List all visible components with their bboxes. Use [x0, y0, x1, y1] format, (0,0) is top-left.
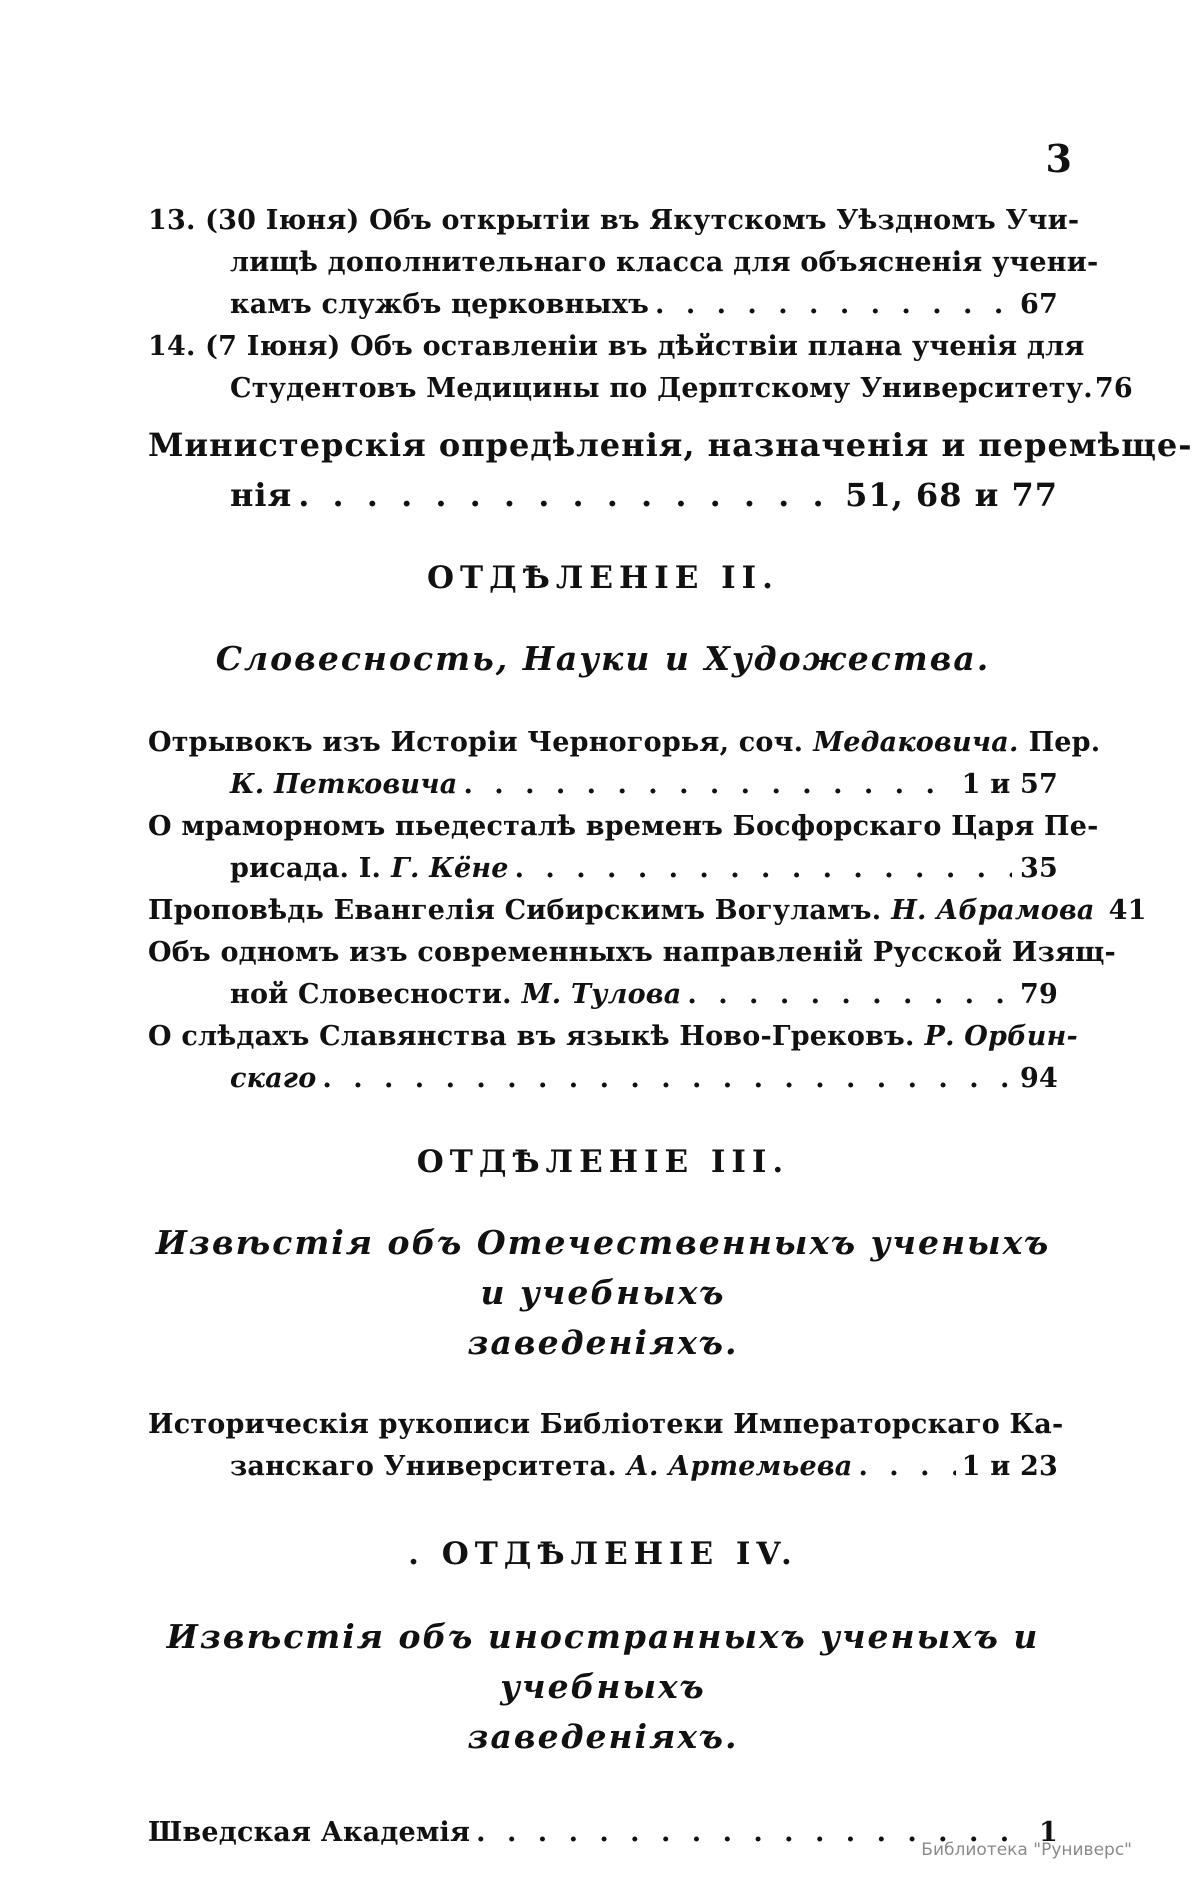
- section-title: [148, 1218, 1058, 1368]
- leader-dots: [859, 1446, 956, 1488]
- section-title-line: Извѣстія объ иностранныхъ ученыхъ и учебныхъ: [166, 1617, 1040, 1706]
- section-heading: ОТДѢЛЕНІЕ III.: [416, 1144, 790, 1180]
- page-number: 3: [1045, 136, 1072, 181]
- entry-author: А. Артемьева: [626, 1451, 853, 1482]
- entry-author: Г. Кёне: [391, 853, 509, 884]
- leader-dots: [515, 848, 1012, 890]
- toc-entry: [148, 890, 1147, 932]
- section-heading: ОТДѢЛЕНІЕ II.: [427, 560, 779, 596]
- entry-text: Шведская Академія: [148, 1817, 471, 1848]
- entry-page: 1 и 23: [961, 1451, 1058, 1482]
- entry-text: камъ службъ церковныхъ: [230, 289, 650, 320]
- section-title-line: Извѣстія объ Отечественныхъ ученыхъ и учебныхъ: [155, 1223, 1051, 1312]
- leader-dots: [687, 974, 1012, 1016]
- toc-entry: [148, 420, 1193, 520]
- entry-author: скаго: [230, 1063, 317, 1094]
- leader-dots: [463, 764, 955, 806]
- toc-entry: [148, 1404, 1064, 1488]
- entry-text: О мраморномъ пьедесталѣ временъ Босфорскаго Царя Пе-: [148, 811, 1099, 842]
- entry-page: 94: [1020, 1063, 1058, 1094]
- entry-page: 51, 68 и 77: [845, 476, 1058, 514]
- toc-entry: [148, 722, 1101, 806]
- entry-text: рисада. І.: [230, 853, 382, 884]
- entry-text: Министерскія опредѣленія, назначенія и перемѣще-: [148, 426, 1193, 464]
- leader-dots: [322, 1058, 1012, 1100]
- entry-author: Р. Орбин-: [924, 1021, 1078, 1052]
- entry-text: 14. (7 Іюня) Объ оставленіи въ дѣйствіи плана ученія для: [148, 331, 1085, 362]
- entry-text: Пер.: [1028, 727, 1101, 758]
- toc-entry: [148, 200, 1099, 326]
- entry-text: Историческія рукописи Библіотеки Императорскаго Ка-: [148, 1409, 1064, 1440]
- entry-page: 76: [1094, 373, 1133, 404]
- leader-dots: [298, 470, 839, 520]
- entry-text: Отрывокъ изъ Исторіи Черногорья, соч.: [148, 727, 804, 758]
- entry-text: Проповѣдь Евангелія Сибирскимъ Вогуламъ.: [148, 895, 882, 926]
- toc-entry: [148, 326, 1133, 410]
- toc-entry: [148, 1016, 1078, 1100]
- section-title: [148, 1612, 1058, 1762]
- entry-page: 1 и 57: [961, 769, 1058, 800]
- toc-entry: [148, 806, 1099, 890]
- entry-text: нія: [230, 476, 293, 514]
- entry-text: занскаго Университета.: [230, 1451, 617, 1482]
- entry-author: К. Петковича: [230, 769, 458, 800]
- entry-text: Студентовъ Медицины по Дерптскому Университету.: [230, 373, 1093, 404]
- library-watermark: Библиотека "Руниверс": [921, 1840, 1132, 1860]
- entry-text: ной Словесности.: [230, 979, 512, 1010]
- entry-page: 79: [1020, 979, 1058, 1010]
- toc-entry: [148, 932, 1116, 1016]
- entry-author: Медаковича.: [813, 727, 1019, 758]
- entry-page: 1: [1039, 1817, 1058, 1848]
- entry-page: 41: [1108, 895, 1147, 926]
- entry-text: О слѣдахъ Славянства въ языкѣ Ново-Грековъ.: [148, 1021, 915, 1052]
- section-heading: . ОТДѢЛЕНІЕ IV.: [408, 1536, 798, 1572]
- leader-dots: [655, 284, 1012, 326]
- entry-text: лищѣ дополнительнаго класса для объясненія учени-: [230, 247, 1099, 278]
- entry-text: Объ одномъ изъ современныхъ направленій Русской Изящ-: [148, 937, 1116, 968]
- entry-author: Н. Абрамова: [891, 895, 1095, 926]
- section-title: Словесность, Науки и Художества.: [215, 639, 991, 678]
- entry-author: М. Тулова: [521, 979, 682, 1010]
- entry-text: 13. (30 Іюня) Объ открытіи въ Якутскомъ Уѣздномъ Учи-: [148, 205, 1080, 236]
- section-title-line: заведеніяхъ.: [467, 1717, 739, 1756]
- entry-page: 35: [1020, 853, 1058, 884]
- section-title-line: заведеніяхъ.: [467, 1323, 739, 1362]
- entry-page: 67: [1020, 289, 1058, 320]
